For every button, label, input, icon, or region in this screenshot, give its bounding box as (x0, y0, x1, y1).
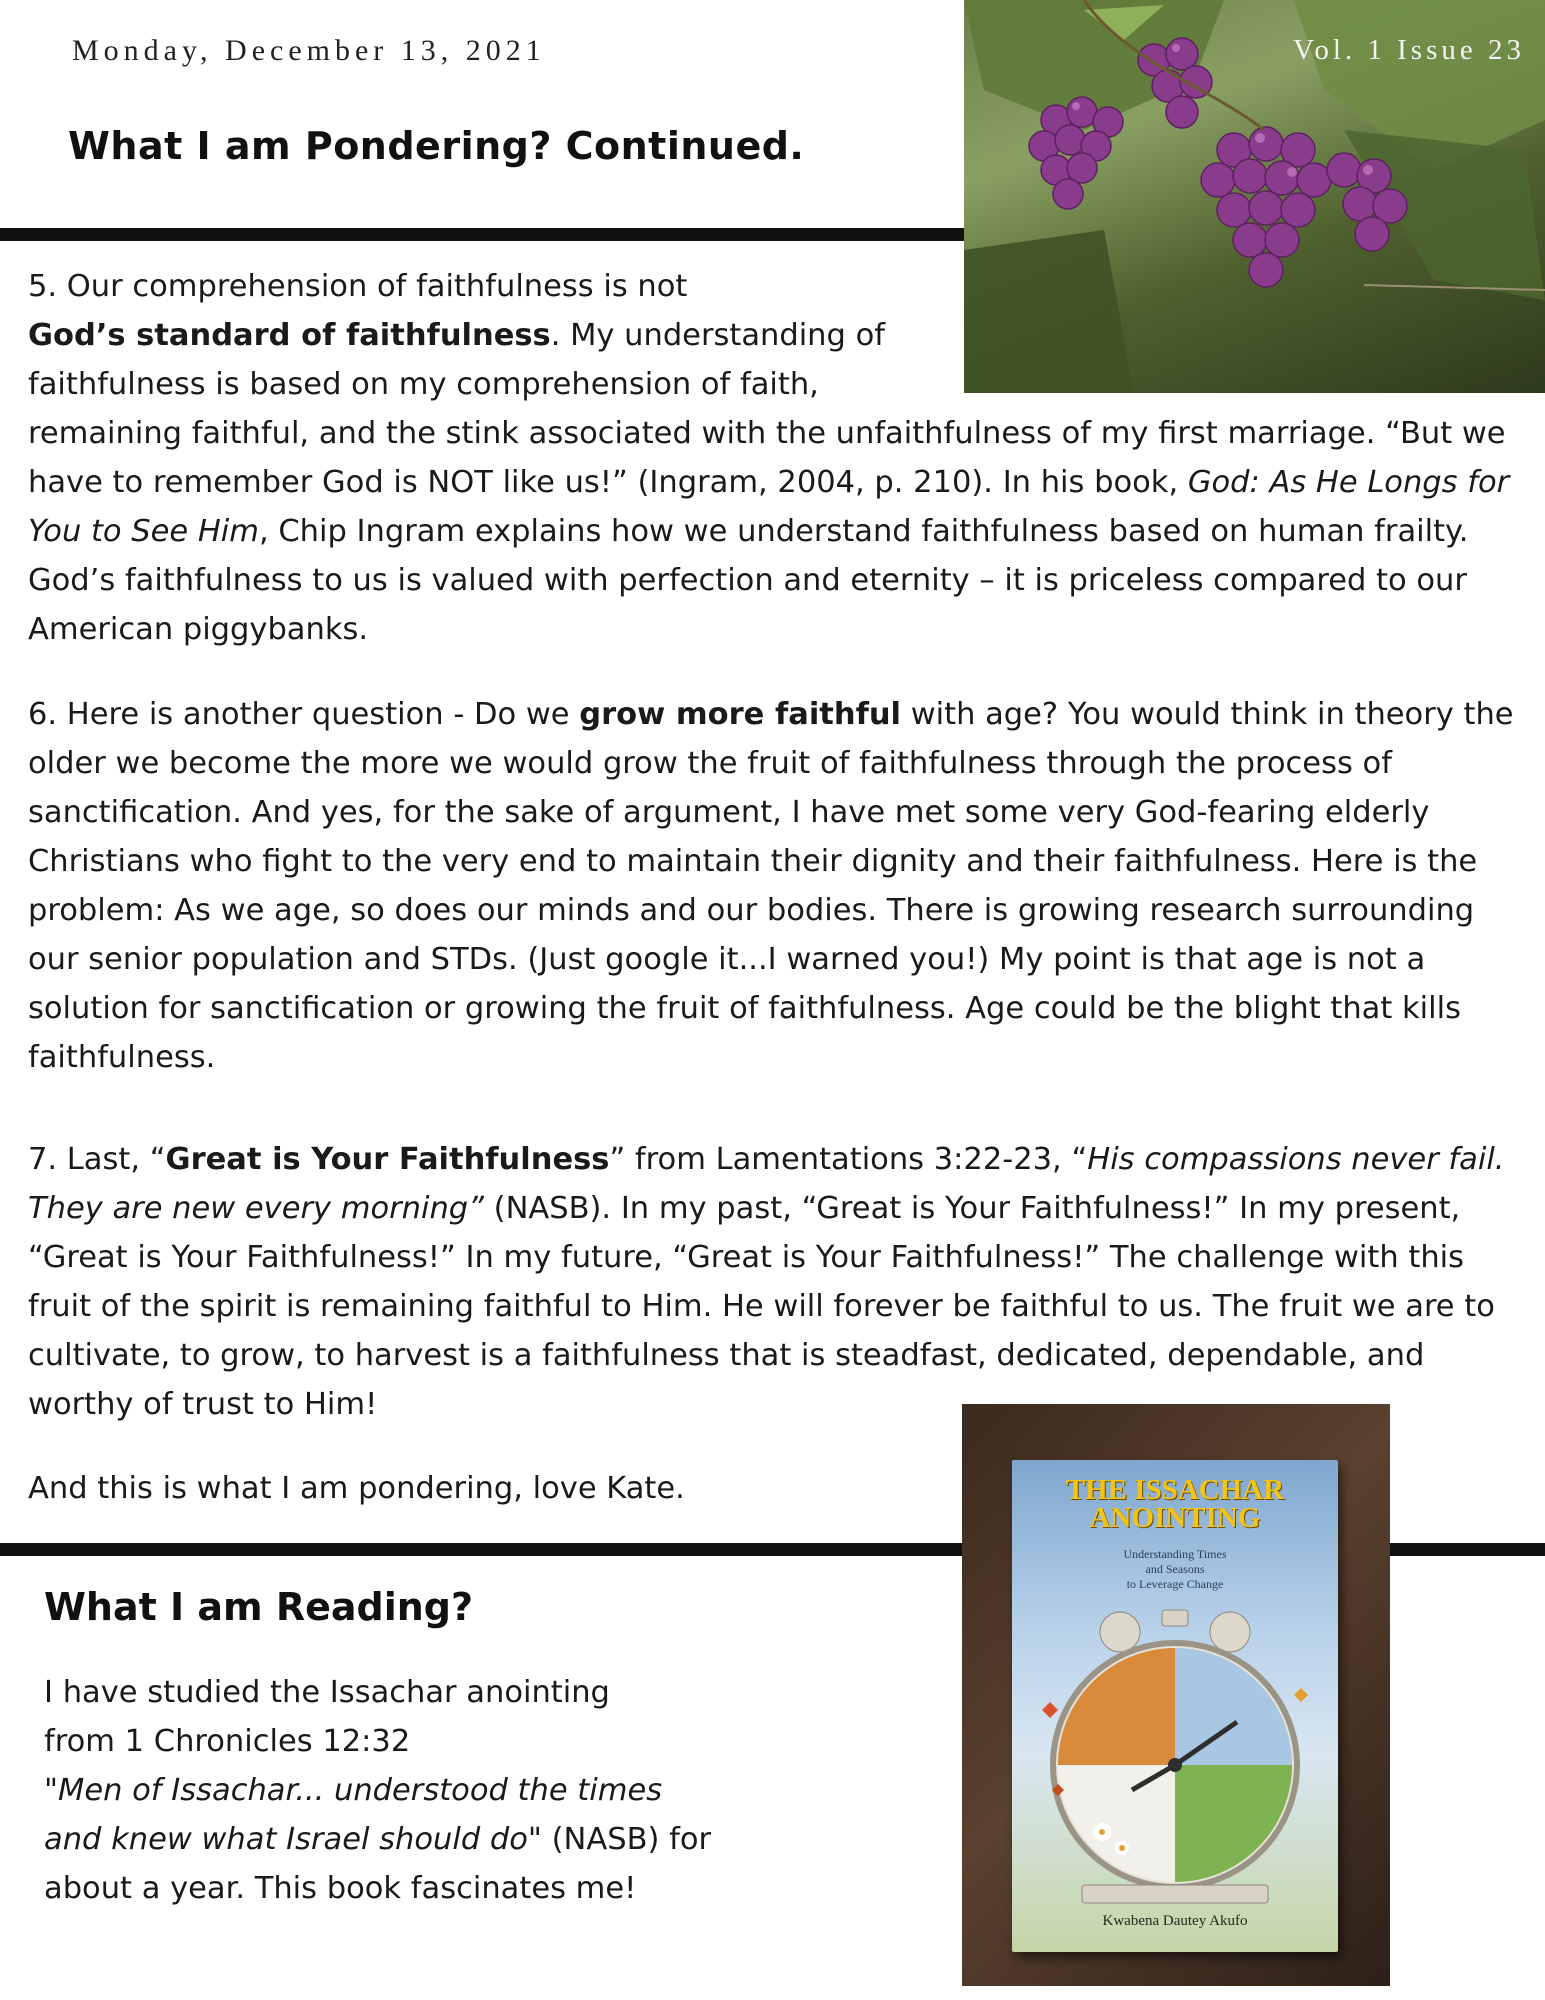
section-title-pondering: What I am Pondering? Continued. (68, 124, 805, 168)
clock-illustration (1012, 1460, 1338, 1952)
p6-a: 6. Here is another question - Do we (28, 697, 580, 732)
reading-line-1: I have studied the Issachar anointing (44, 1675, 610, 1710)
quote-line-1: Men of Issachar... understood the times (58, 1773, 663, 1808)
book-subtitle-3: to Leverage Change (1126, 1577, 1224, 1591)
paragraph-5-rest (28, 409, 1523, 654)
book-cover (1012, 1460, 1338, 1952)
quote-open: " (44, 1773, 59, 1808)
p5-book-title: God: As He Longs for You to See Him (28, 465, 1510, 549)
paragraph-7 (28, 1135, 1523, 1429)
reading-line-2: from 1 Chronicles 12:32 (44, 1724, 411, 1759)
book-title-line-2: ANOINTING (1089, 1502, 1261, 1534)
section-title-reading: What I am Reading? (44, 1585, 474, 1629)
top-divider (0, 228, 964, 241)
p5-bold: God’s standard of faithfulness (28, 318, 551, 353)
p7-a: 7. Last, “ (28, 1142, 166, 1177)
book-subtitle-2: and Seasons (1145, 1562, 1205, 1576)
p7-b: ” from Lamentations 3:22-23, “ (609, 1142, 1088, 1177)
book-title-line-1: THE ISSACHAR (1065, 1474, 1285, 1506)
book-photo (962, 1404, 1390, 1986)
book-subtitle-1: Understanding Times (1123, 1547, 1227, 1561)
paragraph-6 (28, 690, 1523, 1082)
p5-intro: 5. Our comprehension of faithfulness is not (28, 269, 688, 304)
issue-label: Vol. 1 Issue 23 (1293, 34, 1525, 66)
quote-close: " (NASB) for (527, 1822, 712, 1857)
p6-b: with age? You would think in theory the older we become the more we would grow the fruit of faithfulness through the process of sanctification. And yes, for the sake of argument, I have met some very God-fearing elderly Christians who fight to the very end to maintain their dignity and their faithfulness. Here is the problem: As we age, so does our minds and our bodies. There is growing research surrounding our senior population and STDs. (Just google it...I warned you!) My point is that age is not a solution for sanctification or growing the fruit of faithfulness. Age could be the blight that kills faithfulness. (28, 697, 1514, 1075)
p7-bold: Great is Your Faithfulness (165, 1142, 610, 1177)
p5-line2-rest: . My understanding of (550, 318, 885, 353)
p5-rest-b: , Chip Ingram explains how we understand faithfulness based on human frailty. God’s faithfulness to us is valued with perfection and eternity – it is priceless compared to our American piggybanks. (28, 514, 1469, 647)
p6-bold: grow more faithful (579, 697, 902, 732)
signoff: And this is what I am pondering, love Kate. (28, 1471, 685, 1506)
paragraph-5-top (28, 262, 928, 409)
p5-rest-a: remaining faithful, and the stink associated with the unfaithfulness of my first marriage. “But we have to remember God is NOT like us!” (Ingram, 2004, p. 210). In his book, (28, 416, 1506, 500)
reading-line-end: about a year. This book fascinates me! (44, 1871, 637, 1906)
book-author: Kwabena Dautey Akufo (1102, 1913, 1248, 1929)
middle-divider (0, 1543, 962, 1556)
p7-c: (NASB). In my past, “Great is Your Faithfulness!” In my present, “Great is Your Faithfulness!” In my future, “Great is Your Faithfulness!” The challenge with this fruit of the spirit is remaining faithful to Him. He will forever be faithful to us. The fruit we are to cultivate, to grow, to harvest is a faithfulness that is steadfast, dedicated, dependable, and worthy of trust to Him! (28, 1191, 1495, 1422)
p5-line3: faithfulness is based on my comprehension of faith, (28, 367, 819, 402)
p7-italic: His compassions never fail. They are new every morning” (28, 1142, 1505, 1226)
middle-divider-right (1390, 1543, 1545, 1556)
quote-line-2: and knew what Israel should do (44, 1822, 528, 1857)
newsletter-date: Monday, December 13, 2021 (72, 34, 546, 67)
reading-text (44, 1668, 764, 1913)
